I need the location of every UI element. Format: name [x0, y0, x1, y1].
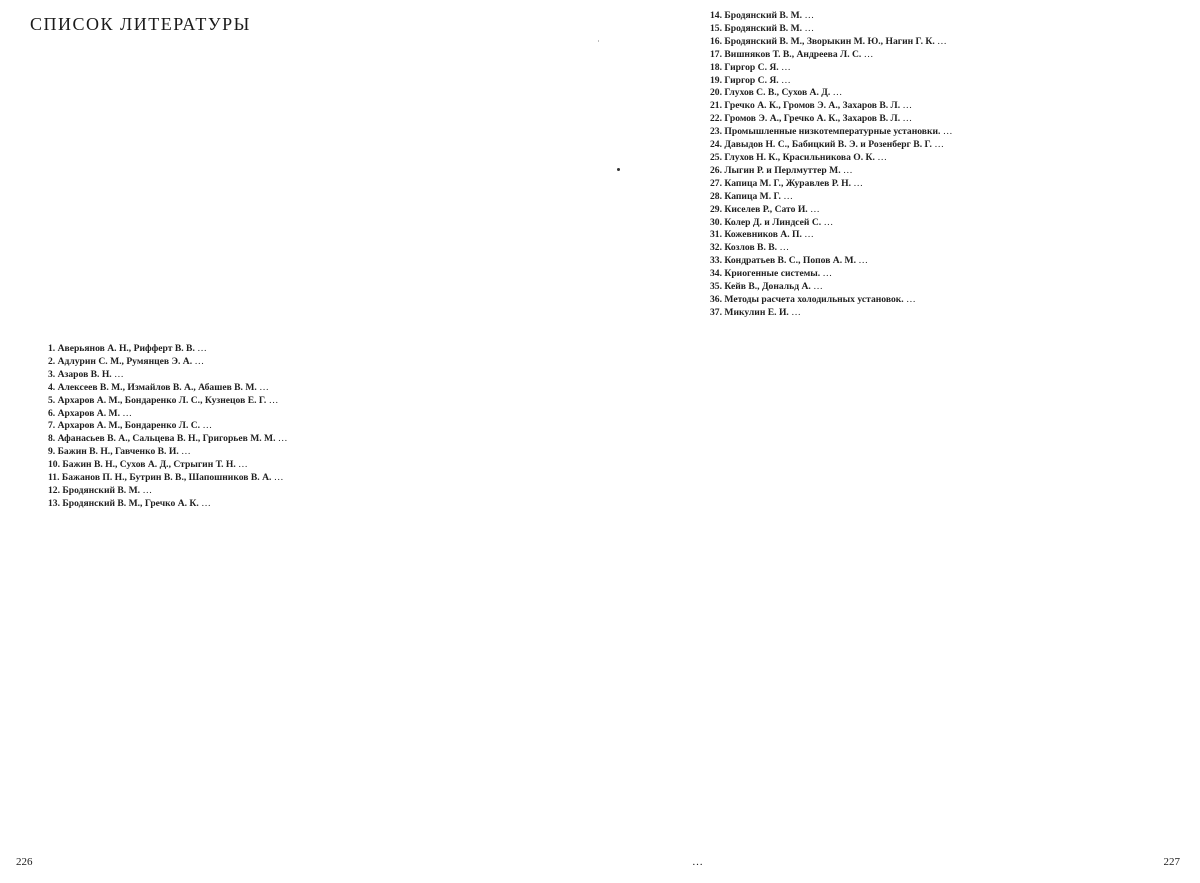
bibliography-entry — [30, 395, 573, 406]
entry-text: … — [934, 139, 944, 151]
bibliography-entry — [692, 217, 1200, 228]
bibliography-entry — [692, 165, 1200, 176]
entry-author: 16. Бродянский В. М., Зворыкин М. Ю., Нагин Г. К. — [710, 35, 935, 47]
left-bibliography-list — [30, 343, 573, 511]
entry-author: 18. Гиргор С. Я. — [710, 61, 779, 73]
bibliography-entry — [30, 446, 573, 457]
entry-author: 8. Афанасьев В. А., Сальцева В. Н., Григорьев М. М. — [48, 433, 276, 445]
entry-text: … — [268, 394, 279, 406]
spine-mark — [598, 40, 599, 42]
bibliography-entry — [30, 420, 573, 431]
entry-text: … — [804, 229, 814, 241]
entry-text: … — [781, 61, 791, 73]
bibliography-entry — [692, 36, 1200, 47]
bibliography-entry — [692, 139, 1200, 150]
entry-text: … — [906, 293, 916, 305]
entry-text: … — [202, 420, 213, 432]
entry-author: 17. Вишняков Т. В., Андреева Л. С. — [710, 48, 862, 60]
bibliography-entry — [30, 472, 573, 483]
entry-text: … — [863, 48, 874, 60]
entry-text: … — [181, 446, 191, 458]
page-heading: СПИСОК ЛИТЕРАТУРЫ — [30, 14, 251, 34]
entry-author: 24. Давыдов Н. С., Бабицкий В. Э. и Розенберг В. Г. — [710, 139, 932, 151]
entry-author: 21. Гречко А. К., Громов Э. А., Захаров В. Л. — [710, 100, 901, 112]
bibliography-entry — [692, 10, 1200, 21]
entry-author: 29. Киселев Р., Сато И. — [710, 203, 808, 215]
entry-author: 23. Промышленные низкотемпературные установки. — [710, 126, 941, 138]
entry-text: … — [238, 459, 248, 471]
entry-text: … — [804, 22, 815, 34]
entry-text: … — [877, 151, 887, 163]
bibliography-entry — [30, 408, 573, 419]
entry-text: … — [804, 10, 815, 21]
entry-text: … — [791, 306, 801, 318]
entry-text: … — [937, 35, 947, 47]
entry-author: 14. Бродянский В. М. — [710, 10, 803, 21]
bibliography-entry — [30, 433, 573, 444]
entry-text: … — [813, 281, 823, 293]
entry-text: … — [201, 497, 211, 509]
entry-author: 15. Бродянский В. М. — [710, 22, 803, 34]
entry-author: 12. Бродянский В. М. — [48, 484, 141, 496]
entry-text: … — [273, 472, 284, 484]
entry-author: 11. Бажанов П. Н., Бутрин В. В., Шапошников В. А. — [48, 472, 272, 484]
entry-text: … — [197, 343, 207, 354]
entry-author: 36. Методы расчета холодильных установок. — [710, 293, 904, 305]
entry-author: 20. Глухов С. В., Сухов А. Д. — [710, 87, 831, 99]
left-page-number: 226 — [16, 856, 33, 868]
bibliography-entry — [692, 294, 1200, 305]
entry-author: 31. Кожевников А. П. — [710, 229, 802, 241]
entry-author: 32. Козлов В. В. — [710, 242, 778, 254]
entry-text: … — [277, 433, 288, 445]
bibliography-entry — [692, 152, 1200, 163]
entry-author: 10. Бажин В. Н., Сухов А. Д., Стрыгин Т. Н. — [48, 459, 236, 471]
entry-author: 22. Громов Э. А., Гречко А. К., Захаров В. Л. — [710, 113, 901, 125]
right-page — [600, 0, 1200, 883]
entry-text: … — [832, 87, 843, 99]
entry-author: 7. Архаров А. М., Бондаренко Л. С. — [48, 420, 201, 432]
entry-text: … — [779, 242, 790, 254]
bibliography-entry — [692, 191, 1200, 202]
bibliography-entry — [30, 343, 573, 354]
bibliography-entry — [692, 49, 1200, 60]
entry-author: 26. Лыгин Р. и Перлмуттер М. — [710, 164, 841, 176]
entry-text: … — [781, 74, 791, 86]
entry-author: 13. Бродянский В. М., Гречко А. К. — [48, 497, 199, 509]
entry-author: 19. Гиргор С. Я. — [710, 74, 779, 86]
entry-text: … — [114, 368, 124, 380]
bibliography-entry — [692, 204, 1200, 215]
entry-text: … — [259, 381, 269, 393]
entry-author: 30. Колер Д. и Линдсей С. — [710, 216, 822, 228]
bibliography-entry — [692, 229, 1200, 240]
right-bibliography-list — [692, 10, 1200, 320]
entry-text: … — [810, 203, 820, 215]
entry-text: … — [194, 355, 205, 367]
entry-author: 37. Микулин Е. И. — [710, 306, 789, 318]
bibliography-entry — [30, 356, 573, 367]
entry-text: … — [822, 268, 833, 280]
entry-author: 35. Кейв В., Дональд А. — [710, 281, 811, 293]
bibliography-entry — [692, 23, 1200, 34]
bibliography-entry — [692, 268, 1200, 279]
entry-text: … — [902, 113, 913, 125]
entry-text: … — [142, 484, 153, 496]
entry-text: … — [942, 126, 953, 138]
bibliography-entry — [30, 485, 573, 496]
entry-author: 9. Бажин В. Н., Гавченко В. И. — [48, 446, 179, 458]
bibliography-entry — [692, 113, 1200, 124]
bibliography-entry — [30, 498, 573, 509]
bibliography-entry — [30, 382, 573, 393]
entry-text: … — [902, 100, 913, 112]
entry-author: 4. Алексеев В. М., Измайлов В. А., Абашев В. М. — [48, 381, 257, 393]
entry-author: 33. Кондратьев В. С., Попов А. М. — [710, 255, 856, 267]
entry-author: 28. Капица М. Г. — [710, 190, 781, 202]
bibliography-entry — [692, 242, 1200, 253]
bibliography-entry — [692, 255, 1200, 266]
entry-author: 5. Архаров А. М., Бондаренко Л. С., Кузнецов Е. Г. — [48, 394, 267, 406]
right-page-number: 227 — [1163, 856, 1180, 868]
right-page-mark: … — [692, 856, 703, 868]
bibliography-entry — [692, 100, 1200, 111]
entry-text: … — [122, 407, 132, 419]
entry-text: … — [823, 216, 834, 228]
bibliography-entry — [692, 281, 1200, 292]
bibliography-entry — [30, 369, 573, 380]
bibliography-entry — [692, 126, 1200, 137]
entry-text: … — [843, 164, 853, 176]
entry-text: … — [783, 190, 793, 202]
bibliography-entry — [30, 459, 573, 470]
entry-author: 34. Криогенные системы. — [710, 268, 821, 280]
entry-author: 6. Архаров А. М. — [48, 407, 120, 419]
bibliography-entry — [692, 178, 1200, 189]
bibliography-entry — [692, 75, 1200, 86]
entry-author: 25. Глухов Н. К., Красильникова О. К. — [710, 151, 875, 163]
bibliography-entry — [692, 62, 1200, 73]
bibliography-entry — [692, 87, 1200, 98]
entry-author: 3. Азаров В. Н. — [48, 368, 112, 380]
entry-author: 27. Капица М. Г., Журавлев Р. Н. — [710, 177, 852, 189]
entry-author: 1. Аверьянов А. Н., Рифферт В. В. — [48, 343, 195, 354]
entry-author: 2. Адлурин С. М., Румянцев Э. А. — [48, 355, 193, 367]
entry-text: … — [853, 177, 864, 189]
bibliography-entry — [692, 307, 1200, 318]
entry-text: … — [858, 255, 868, 267]
